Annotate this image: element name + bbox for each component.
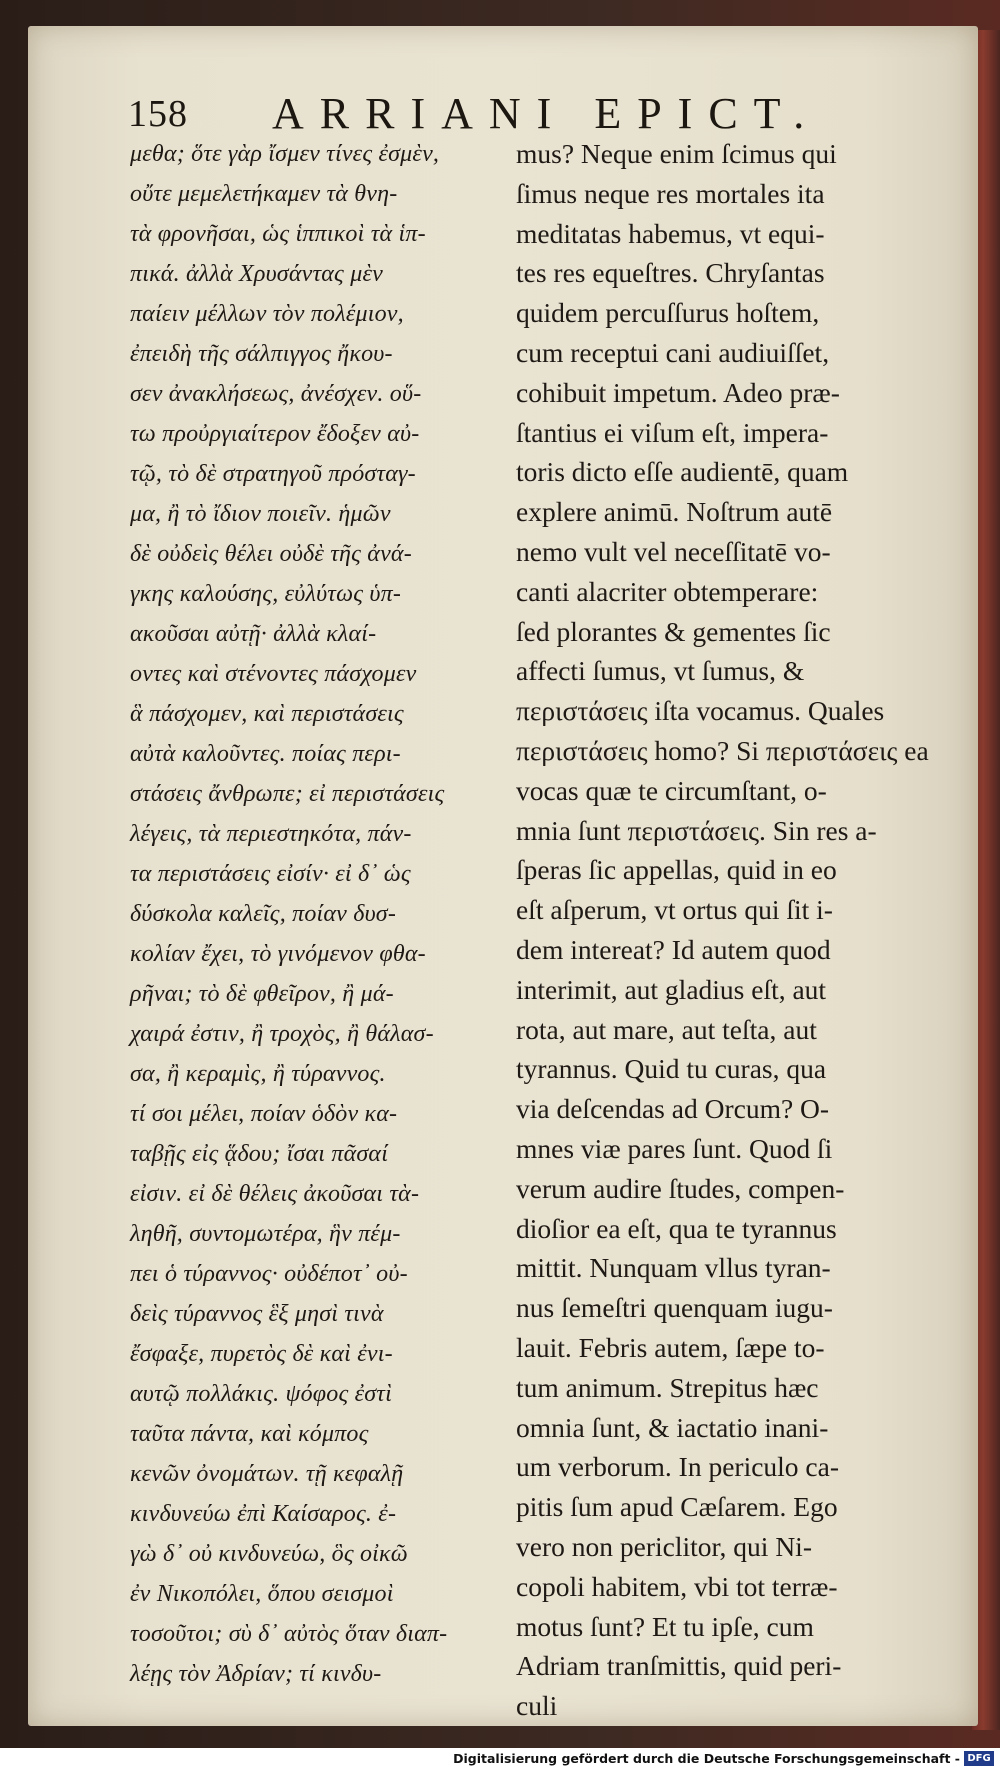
greek-text-line: δεὶς τύραννος ἓξ μησὶ τινὰ: [130, 1301, 384, 1327]
running-title: ARRIANI EPICT.: [272, 89, 821, 138]
dfg-logo: DFG: [964, 1751, 994, 1766]
greek-text-line: αυτῷ πολλάκις. ψόφος ἐστὶ: [130, 1381, 392, 1407]
greek-text-line: ταβῇς εἰς ᾅδου; ἴσαι πᾶσαί: [130, 1141, 389, 1167]
latin-text-line: dem intereat? Id autem quod: [516, 934, 831, 965]
latin-text-line: meditatas habemus, vt equi-: [516, 217, 825, 249]
latin-text-line: cum receptui cani audiuiſſet,: [516, 337, 830, 368]
latin-text-line: ſtantius ei viſum eſt, impera-: [516, 416, 829, 448]
latin-text-line: interimit, aut gladius eſt, aut: [516, 973, 827, 1005]
latin-text-line: culi: [516, 1690, 558, 1722]
latin-text-line: canti alacriter obtemperare:: [516, 575, 819, 607]
latin-text-line: copoli habitem, vbi tot terræ-: [516, 1570, 838, 1602]
greek-text-line: τὰ φρονῆσαι, ὡς ἱππικοὶ τὰ ἱπ-: [130, 221, 426, 247]
latin-text-line: quidem percuſſurus hoſtem,: [516, 297, 820, 329]
page-number: 158: [128, 93, 188, 135]
greek-text-line: τω προὐργιαίτερον ἔδοξεν αὐ-: [130, 421, 420, 447]
greek-text-line: δύσκολα καλεῖς, ποίαν δυσ-: [130, 901, 397, 927]
greek-text-line: εἰσιν. εἰ δὲ θέλεις ἀκοῦσαι τὰ-: [130, 1181, 420, 1207]
greek-text-line: ακοῦσαι αὐτῇ· ἀλλὰ κλαί-: [130, 621, 377, 647]
greek-text-line: ρῆναι; τὸ δὲ φθεῖρον, ἢ μά-: [130, 981, 394, 1007]
latin-text-line: περιστάσεις iſta vocamus. Quales: [516, 695, 885, 727]
latin-text-line: mus? Neque enim ſcimus qui: [516, 138, 837, 169]
latin-text-line: pitis ſum apud Cæſarem. Ego: [516, 1491, 838, 1523]
greek-text-line: τα περιστάσεις εἰσίν· εἰ δ᾽ ὡς: [130, 861, 411, 887]
greek-text-line: χαιρά ἐστιν, ἢ τροχὸς, ἢ θάλασ-: [130, 1021, 434, 1047]
greek-text-line: μεθα; ὅτε γὰρ ἴσμεν τίνες ἐσμὲν,: [130, 141, 440, 167]
greek-text-line: σεν ἀνακλήσεως, ἀνέσχεν. οὕ-: [130, 381, 422, 407]
greek-text-line: μα, ἢ τὸ ἴδιον ποιεῖν. ἡμῶν: [130, 501, 391, 527]
greek-text-line: πει ὁ τύραννος· οὐδέποτ᾽ οὐ-: [130, 1261, 408, 1287]
greek-text-line: κολίαν ἔχει, τὸ γινόμενον φθα-: [130, 941, 426, 967]
greek-text-line: ταῦτα πάντα, καὶ κόμπος: [130, 1421, 369, 1447]
greek-text-line: οντες καὶ στένοντες πάσχομεν: [130, 661, 417, 687]
latin-text-line: vero non periclitor, qui Ni-: [516, 1531, 812, 1562]
latin-text-line: verum audire ſtudes, compen-: [516, 1172, 845, 1204]
latin-text-line: mnes viæ pares ſunt. Quod ſi: [516, 1133, 833, 1164]
greek-text-line: τί σοι μέλει, ποίαν ὁδὸν κα-: [130, 1101, 398, 1127]
latin-text-line: via deſcendas ad Orcum? O-: [516, 1093, 830, 1125]
footer-bar: [0, 1748, 1000, 1770]
latin-text-line: tum animum. Strepitus hæc: [516, 1371, 819, 1403]
latin-text-line: vocas quæ te circumſtant, o-: [516, 774, 827, 806]
greek-text-line: σα, ἢ κεραμὶς, ἢ τύραννος.: [130, 1061, 386, 1087]
greek-text-line: ἃ πάσχομεν, καὶ περιστάσεις: [130, 701, 404, 727]
funding-credit: Digitalisierung gefördert durch die Deutsche Forschungsgemeinschaft -: [453, 1751, 960, 1766]
latin-text-line: eſt aſperum, vt ortus qui ſit i-: [516, 894, 833, 926]
greek-text-line: ἐπειδὴ τῆς σάλπιγγος ἤκου-: [130, 341, 393, 367]
greek-text-line: πικά. ἀλλὰ Χρυσάντας μὲν: [130, 261, 383, 287]
greek-text-line: κινδυνεύω ἐπὶ Καίσαρος. ἐ-: [130, 1501, 397, 1527]
latin-text-line: rota, aut mare, aut teſta, aut: [516, 1013, 817, 1045]
greek-text-line: λέγεις, τὰ περιεστηκότα, πάν-: [130, 821, 412, 847]
greek-text-line: γκης καλούσης, εὐλύτως ὑπ-: [130, 581, 402, 607]
latin-text-line: motus ſunt? Et tu ipſe, cum: [516, 1610, 814, 1642]
latin-text-line: ſimus neque res mortales ita: [516, 177, 825, 209]
greek-text-line: τῷ, τὸ δὲ στρατηγοῦ πρόσταγ-: [130, 461, 416, 487]
latin-text-line: explere animū. Noſtrum autē: [516, 496, 833, 528]
latin-text-line: ſperas ſic appellas, quid in eo: [516, 854, 837, 886]
latin-text-line: mnia ſunt περιστάσεις. Sin res a-: [516, 814, 877, 846]
latin-text-line: omnia ſunt, & iactatio inani-: [516, 1411, 829, 1443]
greek-text-line: οὔτε μεμελετήκαμεν τὰ θνη-: [130, 181, 398, 207]
latin-text-line: dioſior ea eſt, qua te tyrannus: [516, 1212, 837, 1244]
greek-text-line: ἐν Νικοπόλει, ὅπου σεισμοὶ: [130, 1581, 394, 1607]
greek-text-line: λέῃς τὸν Ἀδρίαν; τί κινδυ-: [130, 1661, 382, 1687]
latin-text-line: nemo vult vel neceſſitatē vo-: [516, 536, 831, 567]
greek-text-line: αὐτὰ καλοῦντες. ποίας περι-: [130, 741, 401, 767]
greek-text-line: παίειν μέλλων τὸν πολέμιον,: [130, 301, 404, 327]
latin-text-line: lauit. Febris autem, ſæpe to-: [516, 1332, 825, 1363]
latin-text-line: tes res equeſtres. Chryſantas: [516, 257, 825, 289]
greek-text-line: ληθῆ, συντομωτέρα, ἣν πέμ-: [130, 1221, 401, 1247]
greek-text-line: κενῶν ὀνομάτων. τῇ κεφαλῇ: [130, 1461, 404, 1487]
greek-text-line: τοσοῦτοι; σὺ δ᾽ αὐτὸς ὅταν διαπ-: [130, 1621, 448, 1647]
greek-text-line: ἔσφαξε, πυρετὸς δὲ καὶ ἐνι-: [130, 1341, 393, 1367]
greek-text-line: γὼ δ᾽ οὐ κινδυνεύω, ὃς οἰκῶ: [130, 1541, 408, 1567]
latin-text-line: mittit. Nunquam vllus tyran-: [516, 1252, 831, 1284]
latin-text-line: affecti ſumus, vt ſumus, &: [516, 655, 805, 687]
greek-text-line: στάσεις ἄνθρωπε; εἰ περιστάσεις: [130, 781, 445, 807]
greek-text-line: δὲ οὐδεὶς θέλει οὐδὲ τῆς ἀνά-: [130, 541, 412, 567]
latin-text-line: cohibuit impetum. Adeo præ-: [516, 376, 840, 408]
latin-text-line: toris dicto eſſe audientē, quam: [516, 456, 849, 488]
latin-text-line: tyrannus. Quid tu curas, qua: [516, 1053, 827, 1085]
latin-text-line: Adriam tranſmittis, quid peri-: [516, 1650, 842, 1682]
latin-text-line: ſed plorantes & gementes ſic: [516, 615, 831, 647]
latin-text-line: nus ſemeſtri quenquam iugu-: [516, 1292, 833, 1324]
latin-text-line: um verborum. In periculo ca-: [516, 1451, 840, 1483]
latin-text-line: περιστάσεις homo? Si περιστάσεις ea: [516, 735, 929, 766]
